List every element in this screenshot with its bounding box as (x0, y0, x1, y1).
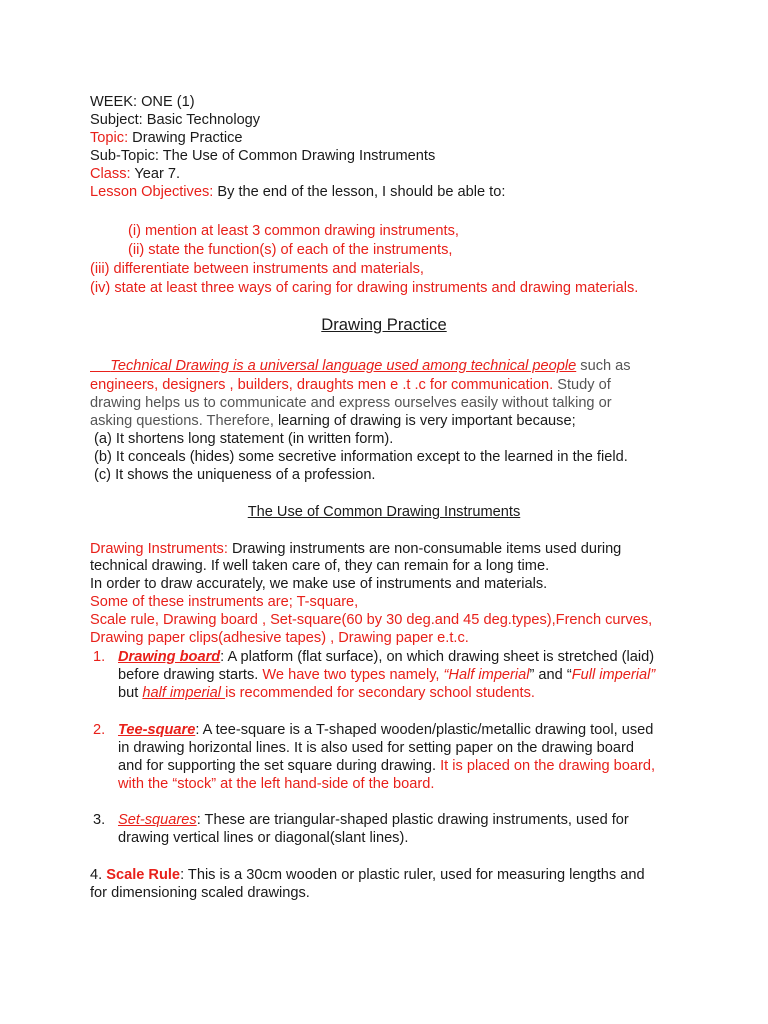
section-title-instruments: The Use of Common Drawing Instruments (247, 504, 521, 520)
reason-item: (b) It conceals (hides) some secretive information except to the learned in the field. (94, 449, 628, 465)
list-item: Set-squares: These are triangular-shaped plastic drawing instruments, used for (118, 812, 629, 828)
list-number: 1. (93, 649, 106, 665)
paragraph-line: Drawing Instruments: Drawing instruments are non-consumable items used during (90, 541, 622, 557)
list-item-line: and for supporting the set square during drawing. It is placed on the drawing board, (118, 758, 656, 774)
objective-item: (iv) state at least three ways of caring for drawing instruments and drawing materials. (90, 280, 639, 296)
paragraph-line: Drawing paper clips(adhesive tapes) , Drawing paper e.t.c. (90, 630, 469, 646)
list-item: Tee-square: A tee-square is a T-shaped wooden/plastic/metallic drawing tool, used (118, 722, 654, 738)
week-line: WEEK: ONE (1) (90, 94, 195, 110)
list-item-line: for dimensioning scaled drawings. (90, 885, 310, 901)
objectives-value: By the end of the lesson, I should be able to: (213, 184, 506, 200)
reason-item: (c) It shows the uniqueness of a profession. (94, 467, 376, 483)
paragraph-line: Scale rule, Drawing board , Set-square(60 by 30 deg.and 45 deg.types),French curves, (90, 612, 653, 628)
technical-drawing-definition: Technical Drawing is a universal language used among technical people (110, 358, 577, 374)
class-value: Year 7. (130, 166, 181, 182)
paragraph-line: engineers, designers , builders, draughts men e .t .c for communication. Study of (90, 377, 611, 393)
list-item-line: in drawing horizontal lines. It is also used for setting paper on the drawing board (118, 740, 634, 756)
list-number: 2. (93, 722, 106, 738)
paragraph-line: Some of these instruments are; T-square, (90, 594, 359, 610)
term-tee-square: Tee-square (118, 722, 196, 738)
objective-item: (ii) state the function(s) of each of the instruments, (128, 242, 453, 258)
paragraph-line: drawing helps us to communicate and express ourselves easily without talking or (90, 395, 612, 411)
list-item-line: with the “stock” at the left hand-side of the board. (118, 776, 435, 792)
term-drawing-board: Drawing board (118, 649, 221, 665)
class-label: Class: (90, 166, 131, 182)
list-item: 4. Scale Rule: This is a 30cm wooden or plastic ruler, used for measuring lengths and (90, 867, 645, 883)
paragraph-line: asking questions. Therefore, learning of drawing is very important because; (90, 413, 576, 429)
topic-label: Topic: (90, 130, 129, 146)
objective-item: (i) mention at least 3 common drawing instruments, (128, 223, 459, 239)
list-item-line: but half imperial is recommended for secondary school students. (118, 685, 535, 701)
list-item-line: before drawing starts. We have two types namely, “Half imperial” and “Full imperial” (118, 667, 656, 683)
class-line (90, 165, 180, 183)
list-item: Drawing board: A platform (flat surface), on which drawing sheet is stretched (laid) (118, 649, 655, 665)
objectives-label: Lesson Objectives: (90, 184, 214, 200)
objective-item: (iii) differentiate between instruments and materials, (90, 261, 424, 277)
term-set-squares: Set-squares (118, 812, 197, 828)
topic-value: Drawing Practice (128, 130, 243, 146)
list-item-line: drawing vertical lines or diagonal(slant lines). (118, 830, 409, 846)
paragraph-line: In order to draw accurately, we make use of instruments and materials. (90, 576, 548, 592)
topic-line (90, 129, 242, 147)
term-scale-rule: Scale Rule (106, 867, 181, 883)
subtopic-line: Sub-Topic: The Use of Common Drawing Instruments (90, 148, 436, 164)
subject-line: Subject: Basic Technology (90, 112, 261, 128)
reason-item: (a) It shortens long statement (in written form). (94, 431, 394, 447)
section-title-drawing-practice: Drawing Practice (321, 315, 447, 334)
paragraph-line: technical drawing. If well taken care of, they can remain for a long time. (90, 558, 550, 574)
objectives-line (90, 183, 505, 201)
list-number: 3. (93, 812, 106, 828)
paragraph-line: Technical Drawing is a universal language used among technical people such as (90, 357, 631, 375)
